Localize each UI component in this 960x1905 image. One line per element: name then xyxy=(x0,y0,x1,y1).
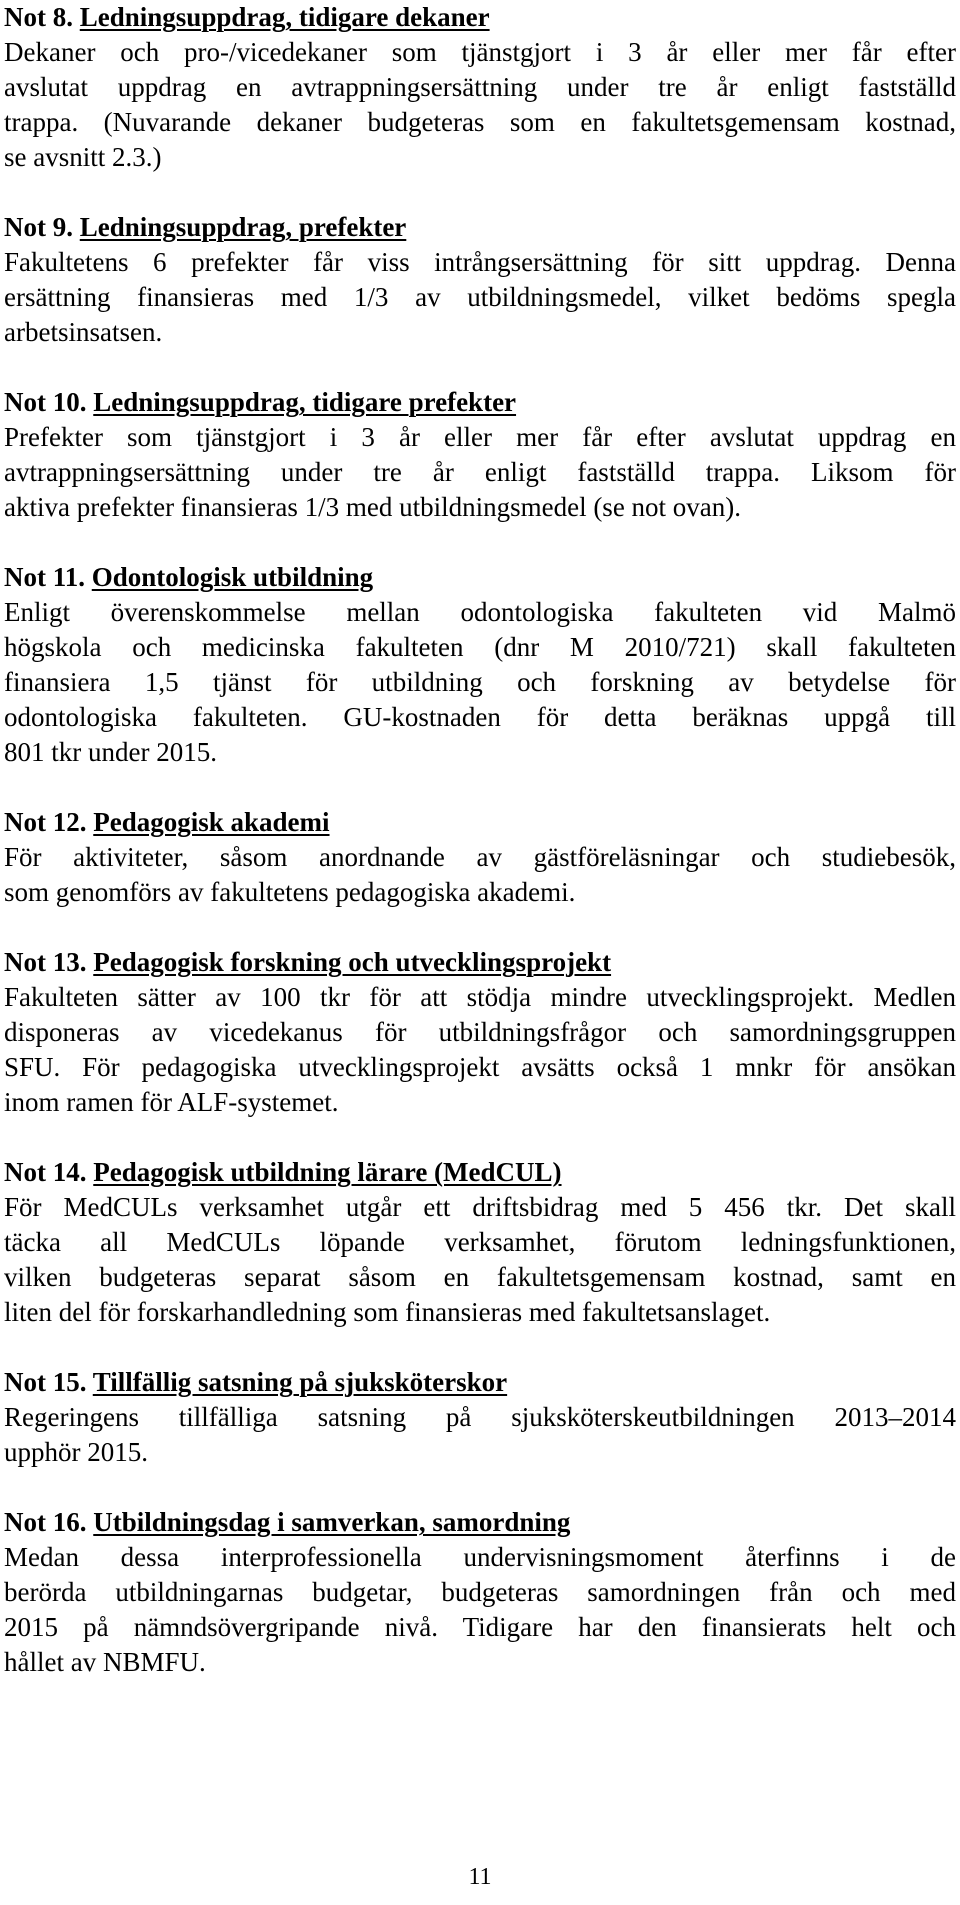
note-line: SFU. För pedagogiska utvecklingsprojekt avsätts också 1 mnkr för ansökan xyxy=(4,1052,956,1082)
note-9 xyxy=(4,210,956,350)
note-number: Not 16. xyxy=(4,1507,87,1537)
note-line: som genomförs av fakultetens pedagogiska akademi. xyxy=(4,877,576,907)
note-line: berörda utbildningarnas budgetar, budgeteras samordningen från och med xyxy=(4,1577,956,1607)
note-8 xyxy=(4,0,956,175)
spacer xyxy=(4,350,956,385)
note-heading: Ledningsuppdrag, tidigare prefekter xyxy=(93,387,517,417)
note-number: Not 8. xyxy=(4,2,73,32)
note-16-body xyxy=(4,1540,956,1680)
note-line: liten del för forskarhandledning som finansieras med fakultetsanslaget. xyxy=(4,1297,771,1327)
note-number: Not 9. xyxy=(4,212,73,242)
note-13 xyxy=(4,945,956,1120)
note-12 xyxy=(4,805,956,910)
note-16-title xyxy=(4,1505,956,1540)
spacer xyxy=(4,770,956,805)
note-heading: Tillfällig satsning på sjuksköterskor xyxy=(92,1367,508,1397)
note-line: vilken budgeteras separat såsom en fakultetsgemensam kostnad, samt en xyxy=(4,1262,956,1292)
note-heading: Pedagogisk forskning och utvecklingsprojekt xyxy=(93,947,612,977)
note-line: 801 tkr under 2015. xyxy=(4,737,217,767)
note-number: Not 10. xyxy=(4,387,87,417)
note-9-body xyxy=(4,245,956,350)
spacer xyxy=(4,1330,956,1365)
note-13-body xyxy=(4,980,956,1120)
note-line: Prefekter som tjänstgjort i 3 år eller mer får efter avslutat uppdrag en xyxy=(4,422,956,452)
note-11-body xyxy=(4,595,956,770)
note-line: odontologiska fakulteten. GU-kostnaden för detta beräknas uppgå till xyxy=(4,702,956,732)
page-number: 11 xyxy=(468,1864,492,1890)
note-line: disponeras av vicedekanus för utbildningsfrågor och samordningsgruppen xyxy=(4,1017,956,1047)
note-heading: Pedagogisk akademi xyxy=(93,807,330,837)
note-line: arbetsinsatsen. xyxy=(4,317,163,347)
note-15 xyxy=(4,1365,956,1470)
note-12-title xyxy=(4,805,956,840)
note-10 xyxy=(4,385,956,525)
note-heading: Pedagogisk utbildning lärare (MedCUL) xyxy=(93,1157,562,1187)
note-line: trappa. (Nuvarande dekaner budgeteras som en fakultetsgemensam kostnad, xyxy=(4,107,956,137)
note-line: 2015 på nämndsövergripande nivå. Tidigare har den finansierats helt och xyxy=(4,1612,956,1642)
note-15-body xyxy=(4,1400,956,1470)
note-number: Not 13. xyxy=(4,947,87,977)
note-14-body xyxy=(4,1190,956,1330)
note-line: Fakultetens 6 prefekter får viss intrångsersättning för sitt uppdrag. Denna xyxy=(4,247,956,277)
note-line: upphör 2015. xyxy=(4,1437,148,1467)
note-number: Not 11. xyxy=(4,562,85,592)
note-13-title xyxy=(4,945,956,980)
note-line: hållet av NBMFU. xyxy=(4,1647,206,1677)
note-line: ersättning finansieras med 1/3 av utbildningsmedel, vilket bedöms spegla xyxy=(4,282,956,312)
note-8-body xyxy=(4,35,956,175)
note-heading: Utbildningsdag i samverkan, samordning xyxy=(93,1507,571,1537)
note-line: Medan dessa interprofessionella undervisningsmoment återfinns i de xyxy=(4,1542,956,1572)
note-line: högskola och medicinska fakulteten (dnr M 2010/721) skall fakulteten xyxy=(4,632,956,662)
note-line: För MedCULs verksamhet utgår ett driftsbidrag med 5 456 tkr. Det skall xyxy=(4,1192,956,1222)
spacer xyxy=(4,910,956,945)
note-8-title xyxy=(4,0,956,35)
note-10-title xyxy=(4,385,956,420)
note-line: Regeringens tillfälliga satsning på sjuksköterskeutbildningen 2013–2014 xyxy=(4,1402,956,1432)
note-heading: Ledningsuppdrag, prefekter xyxy=(79,212,407,242)
spacer xyxy=(4,1470,956,1505)
spacer xyxy=(4,525,956,560)
note-16 xyxy=(4,1505,956,1680)
note-line: avslutat uppdrag en avtrappningsersättning under tre år enligt fastställd xyxy=(4,72,956,102)
document-page xyxy=(4,0,956,1680)
spacer xyxy=(4,1120,956,1155)
note-9-title xyxy=(4,210,956,245)
note-11-title xyxy=(4,560,956,595)
note-number: Not 15. xyxy=(4,1367,87,1397)
note-line: inom ramen för ALF-systemet. xyxy=(4,1087,339,1117)
note-11 xyxy=(4,560,956,770)
note-heading: Ledningsuppdrag, tidigare dekaner xyxy=(79,2,490,32)
note-14 xyxy=(4,1155,956,1330)
spacer xyxy=(4,175,956,210)
note-line: Dekaner och pro-/vicedekaner som tjänstgjort i 3 år eller mer får efter xyxy=(4,37,956,67)
note-line: För aktiviteter, såsom anordnande av gästföreläsningar och studiebesök, xyxy=(4,842,956,872)
note-line: aktiva prefekter finansieras 1/3 med utbildningsmedel (se not ovan). xyxy=(4,492,742,522)
note-14-title xyxy=(4,1155,956,1190)
note-12-body xyxy=(4,840,956,910)
note-line: Fakulteten sätter av 100 tkr för att stödja mindre utvecklingsprojekt. Medlen xyxy=(4,982,956,1012)
note-number: Not 14. xyxy=(4,1157,87,1187)
note-line: finansiera 1,5 tjänst för utbildning och forskning av betydelse för xyxy=(4,667,956,697)
note-line: avtrappningsersättning under tre år enligt fastställd trappa. Liksom för xyxy=(4,457,956,487)
note-15-title xyxy=(4,1365,956,1400)
note-number: Not 12. xyxy=(4,807,87,837)
note-line: se avsnitt 2.3.) xyxy=(4,142,162,172)
note-10-body xyxy=(4,420,956,525)
note-line: Enligt överenskommelse mellan odontologiska fakulteten vid Malmö xyxy=(4,597,956,627)
note-line: täcka all MedCULs löpande verksamhet, förutom ledningsfunktionen, xyxy=(4,1227,956,1257)
note-heading: Odontologisk utbildning xyxy=(91,562,374,592)
